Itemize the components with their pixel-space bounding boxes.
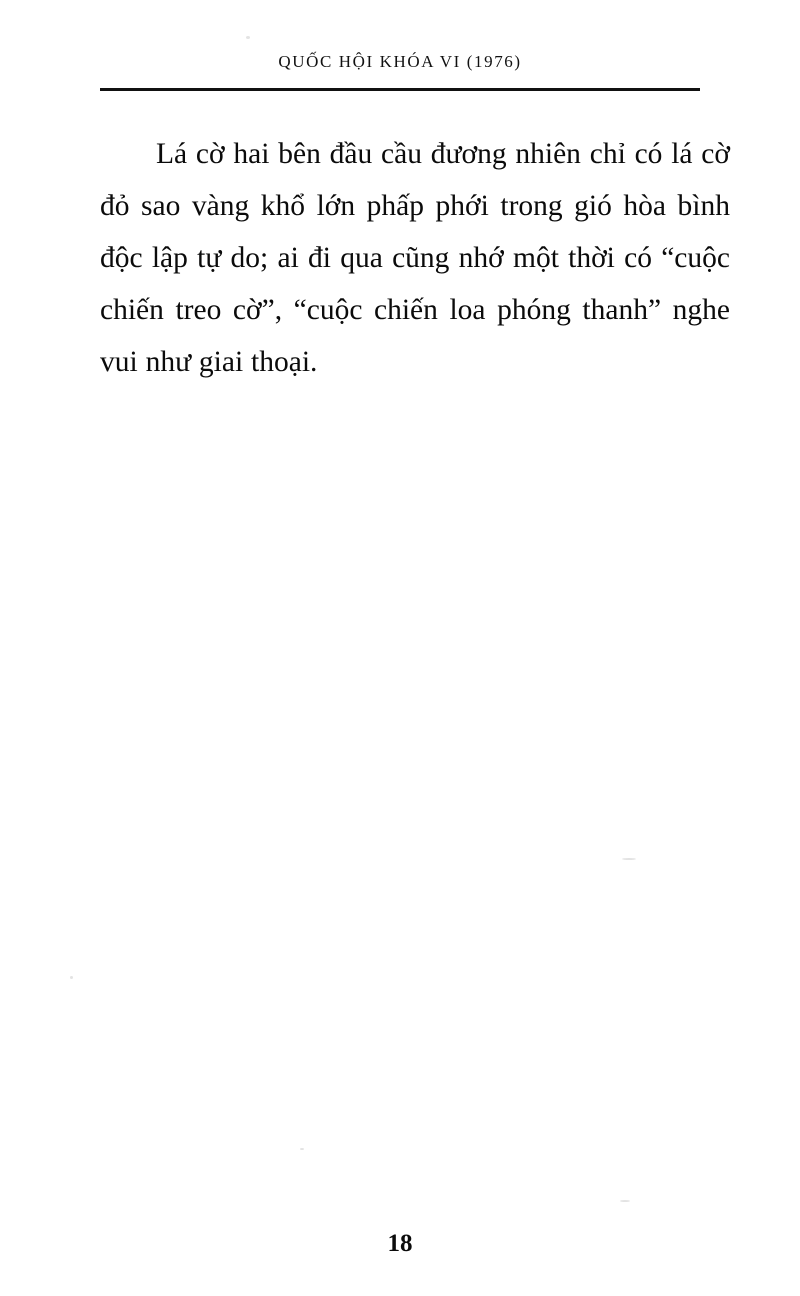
body-text	[100, 128, 730, 388]
header-divider	[100, 88, 700, 91]
scan-speck	[70, 976, 73, 979]
running-head: QUỐC HỘI KHÓA VI (1976)	[278, 52, 522, 71]
paragraph: Lá cờ hai bên đầu cầu đương nhiên chỉ có lá cờ đỏ sao vàng khổ lớn phấp phới trong gió hòa bình độc lập tự do; ai đi qua cũng nhớ một thời có “cuộc chiến treo cờ”, “cuộc chiến loa phóng thanh” nghe vui như giai thoại.	[100, 138, 730, 378]
page-number: 18	[387, 1230, 413, 1257]
page-header	[100, 52, 700, 91]
scan-speck	[246, 36, 250, 39]
scan-speck	[620, 1200, 630, 1202]
scan-speck	[622, 858, 636, 860]
scan-speck	[300, 1148, 304, 1150]
